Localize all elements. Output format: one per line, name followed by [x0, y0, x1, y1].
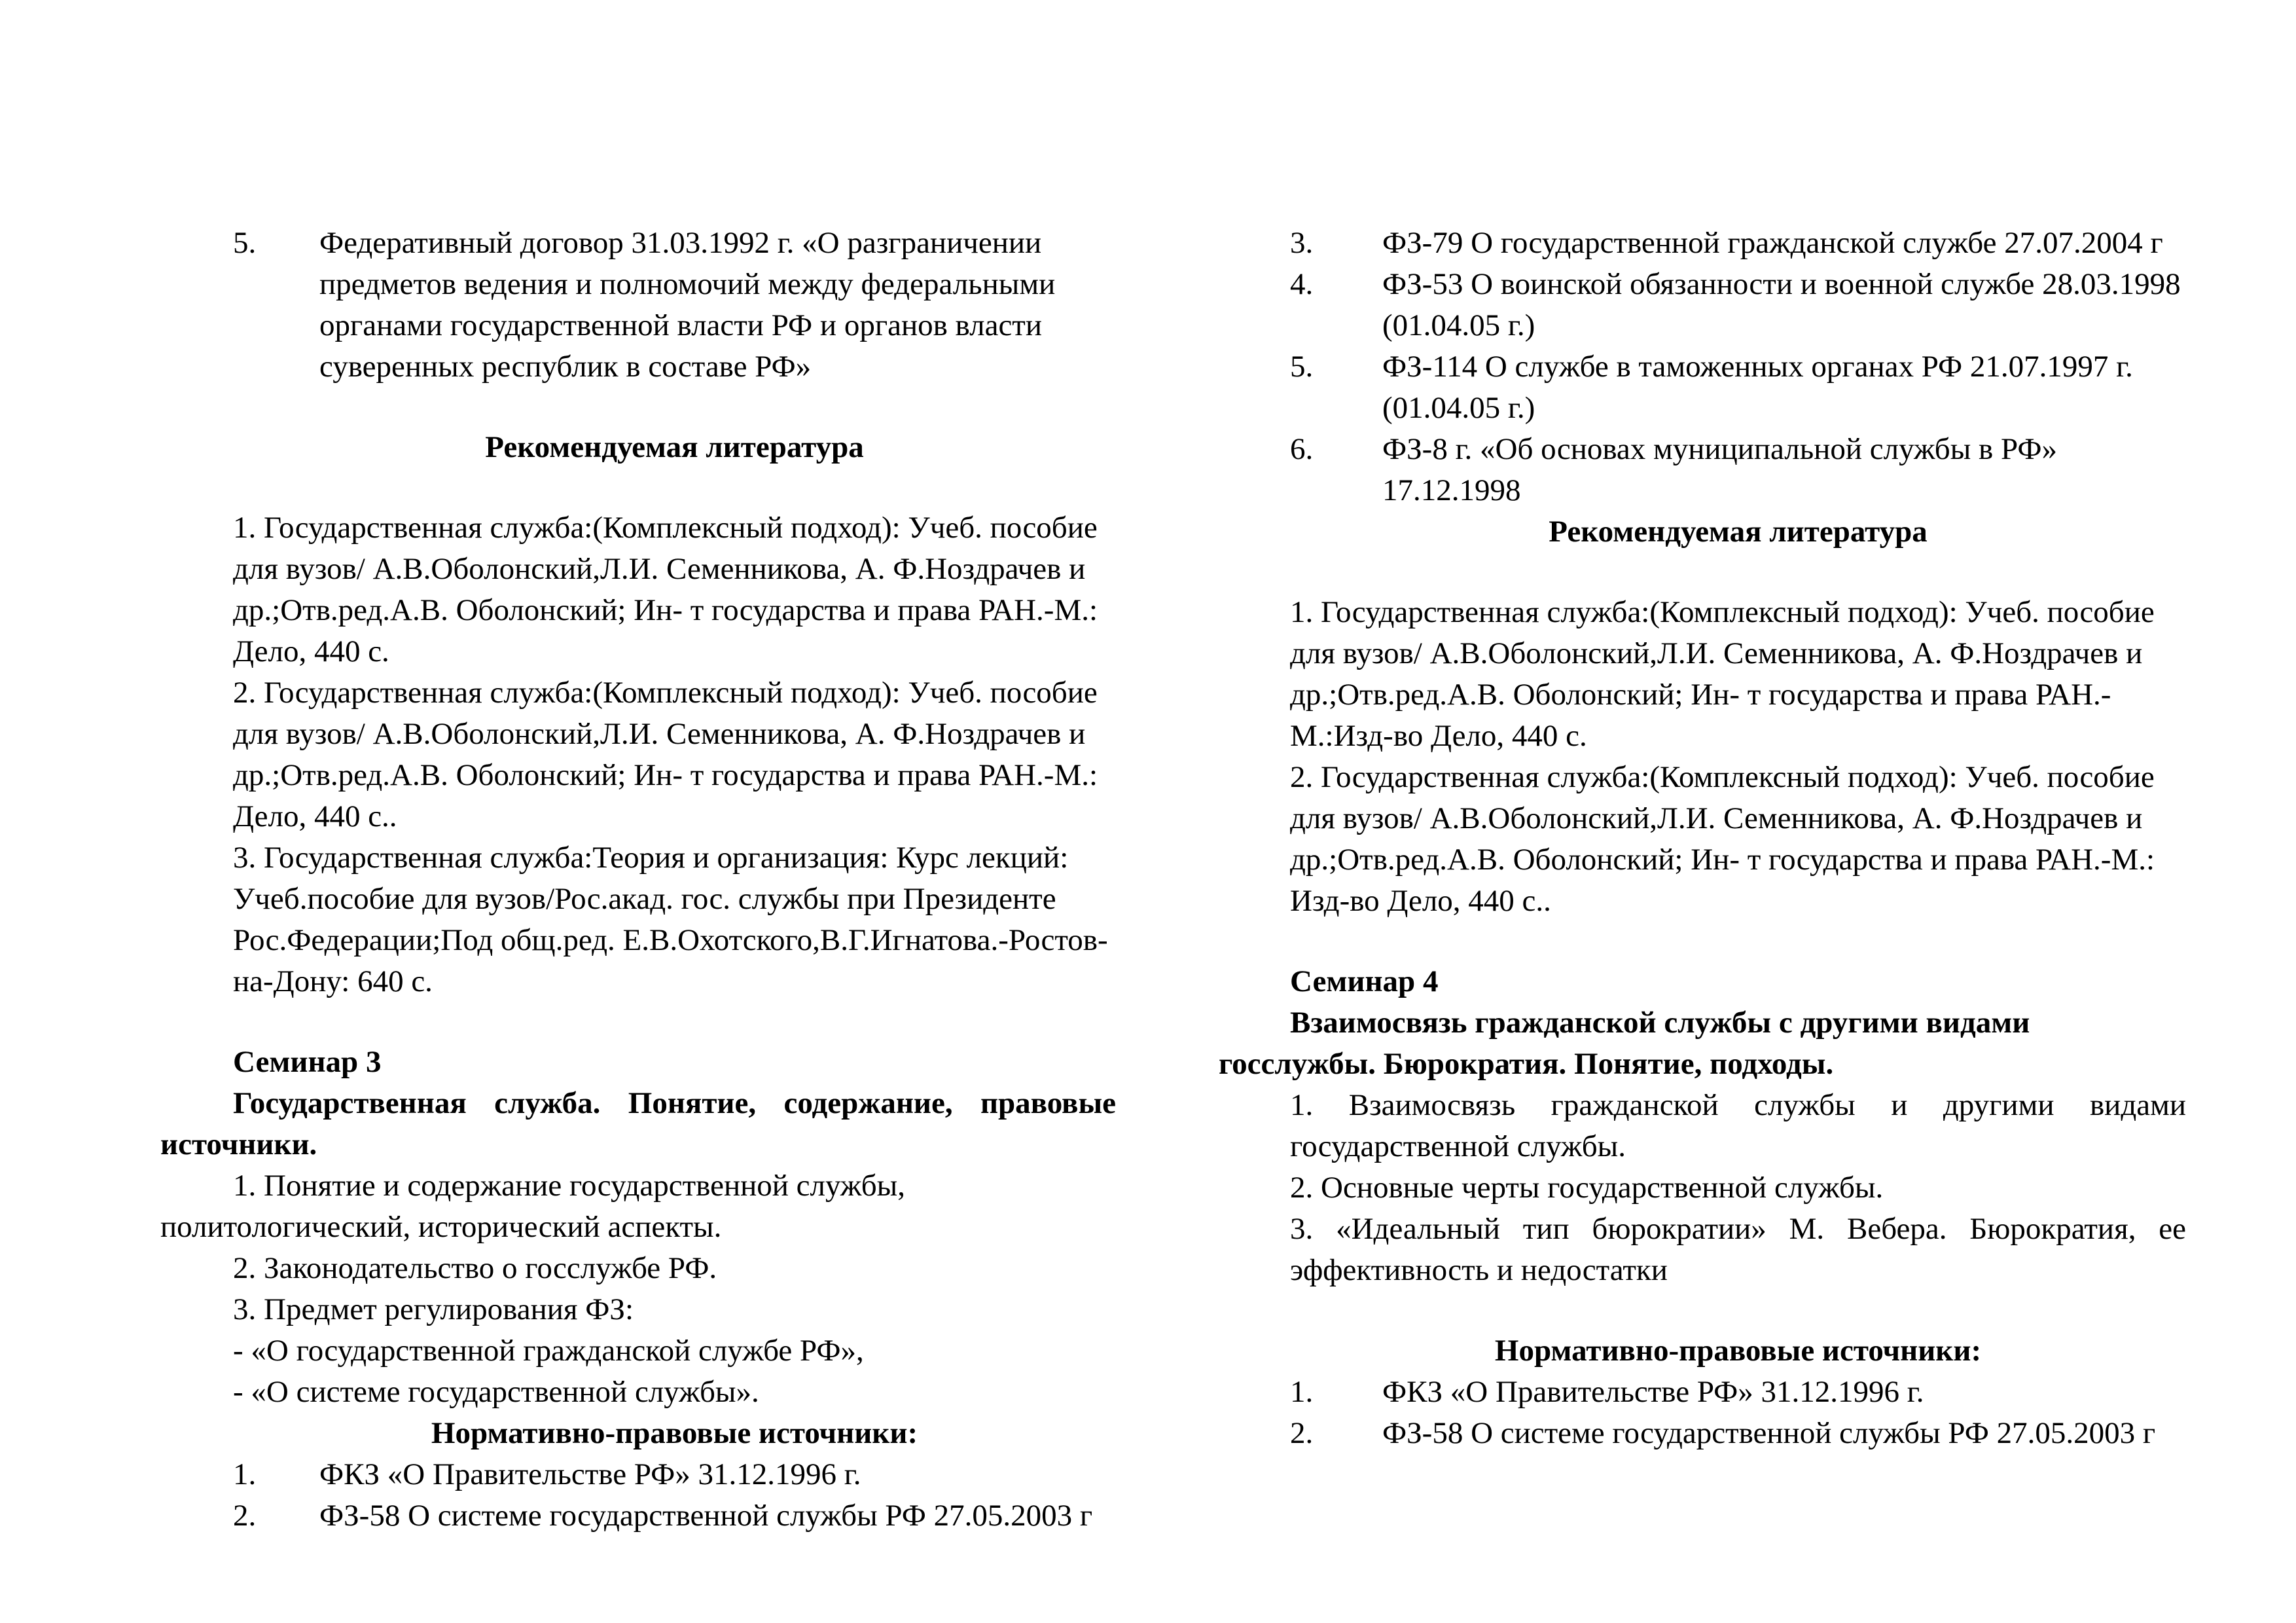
legal-sources-list — [160, 1454, 1116, 1537]
seminar-number: Семинар 4 — [1290, 964, 1439, 998]
seminar-title: Государственная служба. Понятие, содержание, правовые источники. — [160, 1086, 1116, 1161]
law-item — [1219, 264, 2186, 346]
seminar-number: Семинар 3 — [233, 1045, 382, 1079]
agenda-item: 2. Законодательство о госслужбе РФ. — [233, 1251, 717, 1285]
treaty-list-item-5 — [160, 223, 1116, 388]
list-item-text: ФЗ-79 О государственной гражданской службе 27.07.2004 г — [1382, 226, 2163, 260]
list-item-number: 3. — [1290, 226, 1314, 260]
agenda-dash-item: - «О системе государственной службы». — [233, 1375, 759, 1409]
list-item-text: ФЗ-114 О службе в таможенных органах РФ 21.07.1997 г. (01.04.05 г.) — [1382, 350, 2133, 425]
literature-list — [160, 507, 1116, 1002]
list-item-text: Федеративный договор 31.03.1992 г. «О разграничении предметов ведения и полномочий между федеральными органами государственной власти РФ и органов власти суверенных республик в составе РФ» — [319, 226, 1056, 384]
list-item-text: ФЗ-8 г. «Об основах муниципальной службы в РФ» 17.12.1998 — [1382, 432, 2057, 507]
literature-list — [1219, 592, 2186, 922]
legal-sources-heading: Нормативно-правовые источники: — [431, 1416, 918, 1450]
list-item-number: 5. — [233, 226, 257, 260]
literature-item: 2. Государственная служба:(Комплексный подход): Учеб. пособие для вузов/ А.В.Оболонский,Л.И. Семенникова, А. Ф.Ноздрачев и др.;Отв.ред.А.В. Оболонский; Ин- т государства и права РАН.-М.: Дело, 440 с.. — [233, 676, 1098, 833]
law-item — [1219, 223, 2186, 264]
list-item-text: ФЗ-53 О воинской обязанности и военной службе 28.03.1998 (01.04.05 г.) — [1382, 267, 2181, 342]
list-item-text: ФЗ-58 О системе государственной службы РФ 27.05.2003 г — [319, 1499, 1093, 1533]
list-item-text: ФЗ-58 О системе государственной службы РФ 27.05.2003 г — [1382, 1416, 2156, 1450]
list-item-number: 1. — [233, 1457, 257, 1491]
agenda-dash-item: - «О государственной гражданской службе РФ», — [233, 1334, 864, 1368]
agenda-item: 3. «Идеальный тип бюрократии» М. Вебера. Бюрократия, ее эффективность и недостатки — [1290, 1212, 2186, 1287]
recommended-literature-heading: Рекомендуемая литература — [1549, 515, 1928, 549]
literature-item: 3. Государственная служба:Теория и организация: Курс лекций: Учеб.пособие для вузов/Рос.акад. гос. службы при Президенте Рос.Федерации;Под общ.ред. Е.В.Охотского,В.Г.Игнатова.-Ростов-на-Дону: 640 с. — [233, 841, 1108, 998]
list-item-number: 1. — [1290, 1375, 1314, 1409]
law-item — [1219, 429, 2186, 511]
right-column — [1219, 223, 2186, 1454]
recommended-literature-heading: Рекомендуемая литература — [485, 430, 864, 464]
legal-sources-heading: Нормативно-правовые источники: — [1494, 1334, 1982, 1368]
laws-list — [1219, 223, 2186, 511]
literature-item: 2. Государственная служба:(Комплексный подход): Учеб. пособие для вузов/ А.В.Оболонский,Л.И. Семенникова, А. Ф.Ноздрачев и др.;Отв.ред.А.В. Оболонский; Ин- т государства и права РАН.-М.: Изд-во Дело, 440 с.. — [1290, 760, 2155, 918]
left-column — [160, 223, 1116, 1537]
source-item — [1219, 1372, 2186, 1413]
source-item — [160, 1495, 1116, 1537]
list-item-text: ФКЗ «О Правительстве РФ» 31.12.1996 г. — [1382, 1375, 1924, 1409]
legal-sources-list — [1219, 1372, 2186, 1454]
list-item-text: ФКЗ «О Правительстве РФ» 31.12.1996 г. — [319, 1457, 861, 1491]
literature-item: 1. Государственная служба:(Комплексный подход): Учеб. пособие для вузов/ А.В.Оболонский,Л.И. Семенникова, А. Ф.Ноздрачев и др.;Отв.ред.А.В. Оболонский; Ин- т государства и права РАН.-М.:Изд-во Дело, 440 с. — [1290, 595, 2155, 753]
list-item-number: 5. — [1290, 350, 1314, 384]
list-item-number: 2. — [233, 1499, 257, 1533]
agenda-item: 1. Взаимосвязь гражданской службы и другими видами государственной службы. — [1290, 1088, 2186, 1163]
list-item-number: 4. — [1290, 267, 1314, 301]
seminar-title: Взаимосвязь гражданской службы с другими видами госслужбы. Бюрократия. Понятие, подходы. — [1219, 1006, 2030, 1081]
seminar-agenda — [160, 1165, 1116, 1413]
agenda-item: 3. Предмет регулирования ФЗ: — [233, 1292, 634, 1326]
agenda-item: 2. Основные черты государственной службы. — [1290, 1171, 1884, 1205]
list-item-number: 2. — [1290, 1416, 1314, 1450]
law-item — [1219, 346, 2186, 429]
seminar-agenda — [1219, 1085, 2186, 1291]
agenda-item: 1. Понятие и содержание государственной службы, политологический, исторический аспекты. — [160, 1169, 905, 1244]
source-item — [1219, 1413, 2186, 1454]
source-item — [160, 1454, 1116, 1495]
literature-item: 1. Государственная служба:(Комплексный подход): Учеб. пособие для вузов/ А.В.Оболонский,Л.И. Семенникова, А. Ф.Ноздрачев и др.;Отв.ред.А.В. Оболонский; Ин- т государства и права РАН.-М.: Дело, 440 с. — [233, 511, 1098, 668]
list-item-number: 6. — [1290, 432, 1314, 466]
